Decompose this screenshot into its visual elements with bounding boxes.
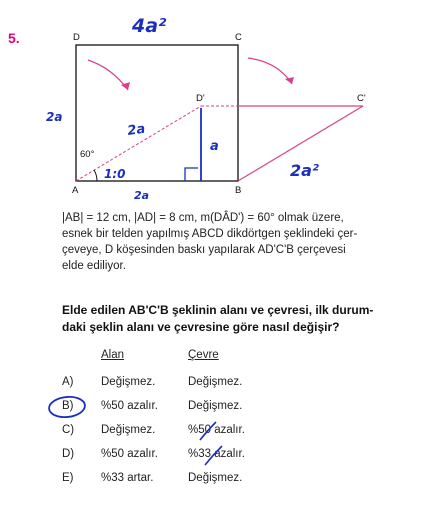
handwritten-slant: 2a² (290, 161, 319, 180)
handwritten-diagonal: 2a (126, 121, 147, 139)
header-perimeter: Çevre (188, 349, 219, 361)
label-d: D (73, 32, 80, 43)
label-b: B (235, 185, 242, 196)
header-area: Alan (101, 349, 125, 361)
label-c-prime: C' (357, 93, 366, 104)
right-angle-mark (185, 168, 198, 181)
angle-arc (94, 170, 97, 181)
handwritten-side-ad: 2a (46, 110, 63, 124)
label-angle: 60° (80, 149, 95, 160)
handwritten-height: a (210, 139, 219, 154)
label-c: C (235, 32, 242, 43)
label-a: A (72, 185, 79, 196)
geometry-figure (0, 0, 433, 210)
arrowhead-right (285, 77, 294, 84)
question-text: Elde edilen AB'C'B şeklinin alanı ve çevresi, ilk durum- daki şeklin alanı ve çevresine göre nasıl değişir? (62, 303, 374, 334)
handwritten-small: 1:0 (104, 167, 126, 181)
label-d-prime: D' (196, 93, 205, 104)
arrow-curve-right (248, 58, 292, 84)
handwritten-base: 2a (134, 189, 150, 202)
handwritten-area-note: 4a² (132, 15, 167, 37)
question-number: 5. (8, 30, 20, 46)
problem-text: |AB| = 12 cm, |AD| = 8 cm, m(DÂD') = 60° olmak üzere, esnek bir telden yapılmış ABCD dikdörtgen şeklindeki çer- çeveye, D köşesinden baskı yapılarak AD'C'B çerçevesi elde ediliyor. (62, 212, 358, 272)
dashed-ad-prime (76, 106, 201, 181)
